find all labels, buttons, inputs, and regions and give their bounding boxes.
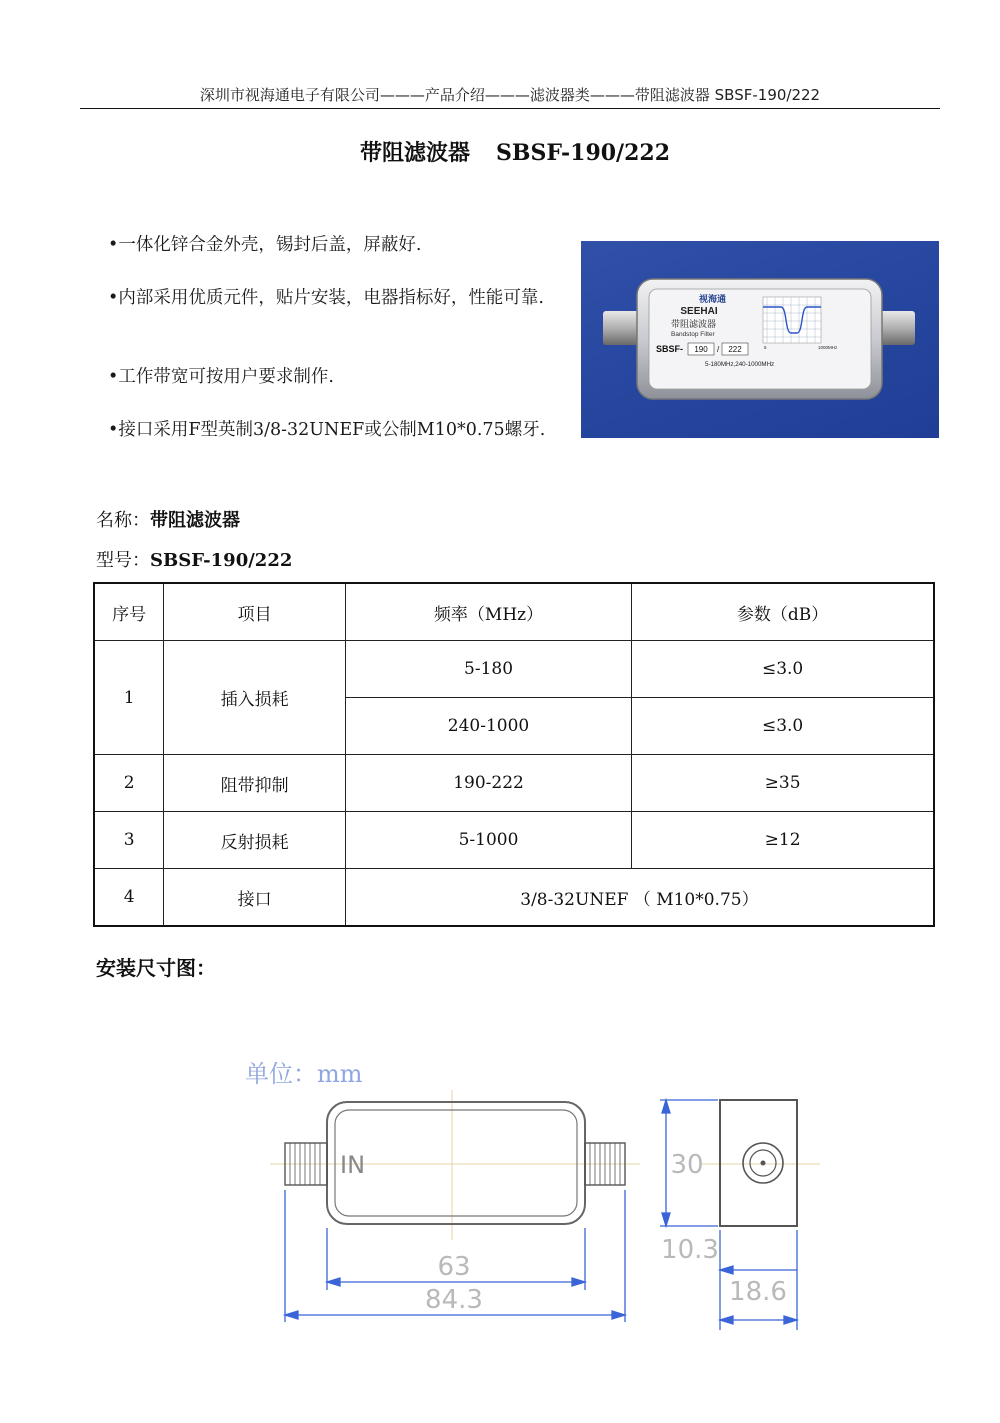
header-item: 项目 [164, 583, 346, 641]
feature-bullet: •工作带宽可按用户要求制作. [108, 367, 334, 387]
cell-interface-value: 3/8-32UNEF （ M10*0.75） [345, 869, 934, 927]
title-model: SBSF-190/222 [496, 140, 671, 166]
page-title [0, 136, 1000, 167]
model-label: 型号： [96, 550, 150, 571]
cell-item: 接口 [164, 869, 346, 927]
feature-bullet: •接口采用F型英制3/8-32UNEF或公制M10*0.75螺牙. [108, 420, 546, 440]
cell-no: 3 [94, 812, 164, 869]
header-freq: 频率（MHz） [345, 583, 631, 641]
photo-axis-start: 5 [764, 345, 767, 350]
cell-item: 反射损耗 [164, 812, 346, 869]
product-photo [581, 241, 939, 438]
cell-freq: 190-222 [345, 755, 631, 812]
unit-label: 单位：mm [245, 1060, 363, 1088]
header-no: 序号 [94, 583, 164, 641]
cell-item: 阻带抑制 [164, 755, 346, 812]
install-title: 安装尺寸图： [96, 956, 216, 980]
model-value: SBSF-190/222 [150, 550, 293, 571]
dim-18-6: 18.6 [729, 1277, 787, 1307]
table-row [94, 641, 934, 698]
cell-param: ≥12 [632, 812, 934, 869]
feature-bullet: •一体化锌合金外壳，锡封后盖，屏蔽好. [108, 235, 422, 255]
photo-model-slash: / [717, 345, 720, 354]
dim-84-3: 84.3 [425, 1285, 483, 1315]
cell-param: ≤3.0 [632, 641, 934, 698]
dim-10-3: 10.3 [661, 1235, 719, 1265]
cell-no: 4 [94, 869, 164, 927]
title-name: 带阻滤波器 [359, 140, 470, 166]
table-header-row [94, 583, 934, 641]
drawing-side-view [720, 1100, 797, 1226]
cell-no: 1 [94, 641, 164, 755]
dim-63: 63 [437, 1252, 471, 1282]
spec-table [93, 582, 935, 927]
cell-param: ≤3.0 [632, 698, 934, 755]
cell-param: ≥35 [632, 755, 934, 812]
side-connector-pin [761, 1161, 766, 1166]
photo-brand-cn: 视海通 [699, 295, 727, 305]
product-model-field [96, 546, 292, 572]
dimension-drawing [230, 1050, 830, 1350]
product-name-field [96, 506, 240, 532]
cell-item: 插入损耗 [164, 641, 346, 755]
filter-label [649, 289, 871, 389]
photo-brand-en: SEEHAI [680, 306, 718, 317]
name-value: 带阻滤波器 [150, 510, 240, 531]
header-text: 深圳市视海通电子有限公司———产品介绍———滤波器类———带阻滤波器 SBSF-190/222 [199, 86, 821, 104]
table-row [94, 869, 934, 927]
photo-model-prefix: SBSF- [656, 344, 683, 354]
cell-freq: 240-1000 [345, 698, 631, 755]
dim-30: 30 [670, 1150, 704, 1180]
photo-product-cn: 带阻滤波器 [671, 320, 717, 330]
drawing-body-inner [335, 1110, 577, 1216]
cell-freq: 5-1000 [345, 812, 631, 869]
table-row [94, 755, 934, 812]
photo-product-en: Bandstop Filter [671, 331, 715, 338]
in-label: IN [340, 1151, 366, 1179]
feature-bullet: •内部采用优质元件，贴片安装，电器指标好，性能可靠. [108, 288, 544, 308]
photo-model-a: 190 [694, 345, 708, 354]
filter-device-illustration [581, 241, 939, 438]
header-param: 参数（dB） [632, 583, 934, 641]
cell-no: 2 [94, 755, 164, 812]
page-header [80, 84, 940, 109]
table-row [94, 812, 934, 869]
photo-range: 5-180MHz,240-1000MHz [705, 361, 775, 368]
photo-axis-end: 1000MHz [818, 345, 838, 350]
cell-freq: 5-180 [345, 641, 631, 698]
name-label: 名称： [96, 510, 150, 531]
photo-model-b: 222 [728, 345, 742, 354]
drawing-body [327, 1102, 585, 1224]
